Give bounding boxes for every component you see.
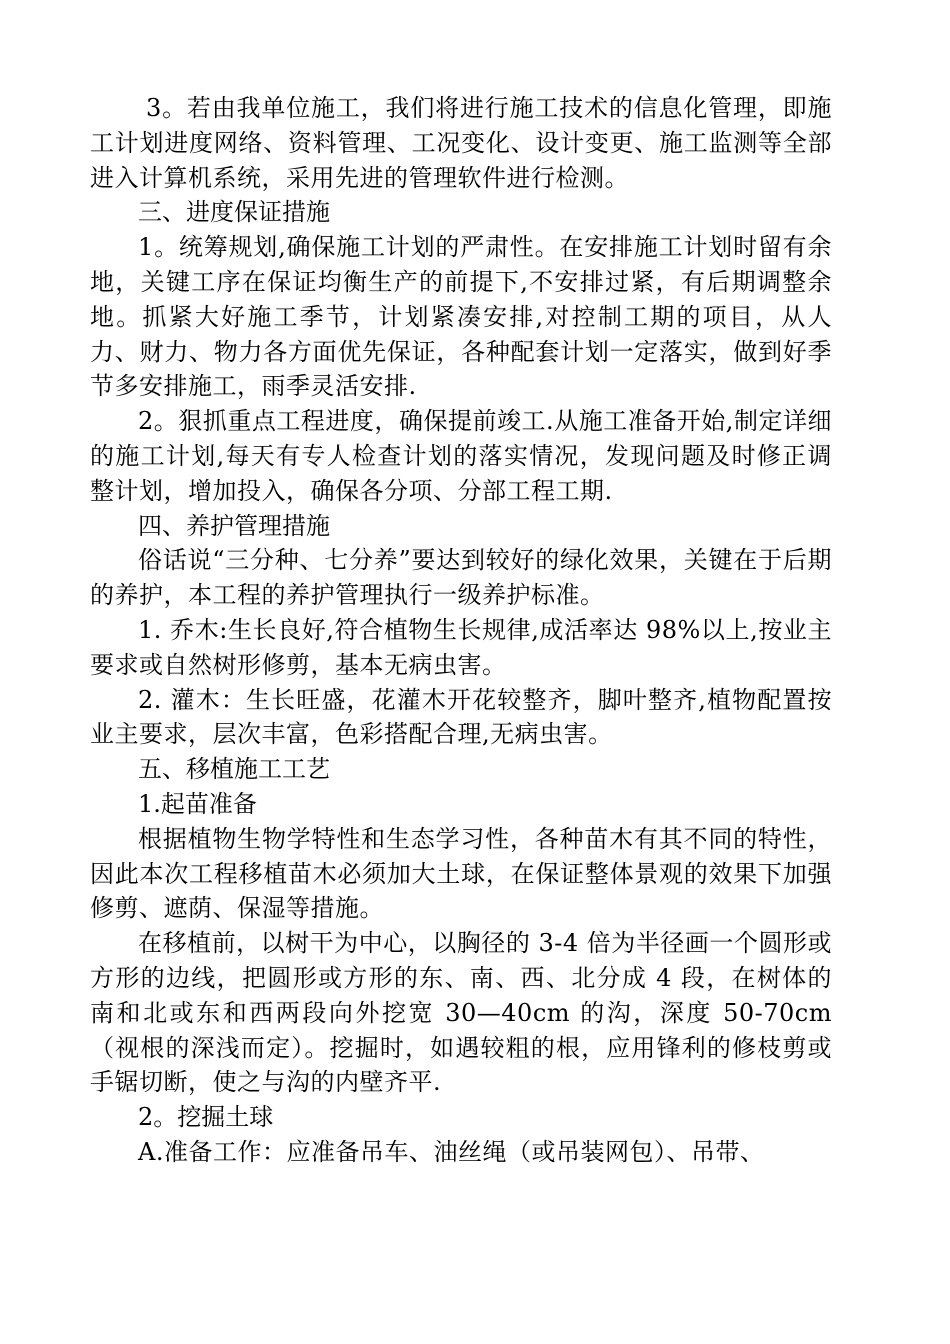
paragraph-before-transplant: 在移植前，以树干为中心，以胸径的 3-4 倍为半径画一个圆形或方形的边线，把圆形或方形的东、南、西、北分成 4 段，在树体的南和北或东和西两段向外挖宽 30—40cm 的沟，深度 50-70cm（视根的深浅而定）。挖掘时，如遇较粗的根，应用锋利的修枝剪或手锯切断，使之与沟的内壁齐平. [90, 929, 832, 1097]
heading-dig-soil-ball: 2。挖掘土球 [138, 1103, 274, 1132]
heading-schedule-measures: 三、进度保证措施 [138, 198, 330, 227]
heading-maintenance-measures: 四、养护管理措施 [138, 511, 330, 540]
paragraph-trees: 1. 乔木:生长良好,符合植物生长规律,成活率达 98%以上,按业主要求或自然树形修剪，基本无病虫害。 [90, 615, 832, 679]
paragraph-shrubs: 2. 灌木：生长旺盛，花灌木开花较整齐，脚叶整齐,植物配置按业主要求，层次丰富，色彩搭配合理,无病虫害。 [90, 685, 832, 749]
paragraph-key-progress: 2。狠抓重点工程进度，确保提前竣工.从施工准备开始,制定详细的施工计划,每天有专人检查计划的落实情况，发现问题及时修正调整计划，增加投入，确保各分项、分部工程工期. [90, 407, 832, 505]
paragraph-info-management: 3。若由我单位施工，我们将进行施工技术的信息化管理，即施工计划进度网络、资料管理、工况变化、设计变更、施工监测等全部进入计算机系统，采用先进的管理软件进行检测。 [90, 94, 832, 192]
document-page [90, 91, 832, 1170]
heading-transplant-process: 五、移植施工工艺 [138, 755, 330, 784]
paragraph-plant-traits: 根据植物生物学特性和生态学习性，各种苗木有其不同的特性，因此本次工程移植苗木必须加大土球，在保证整体景观的效果下加强修剪、遮荫、保湿等措施。 [90, 824, 832, 923]
paragraph-preparation: A.准备工作：应准备吊车、油丝绳（或吊装网包）、吊带、 [138, 1137, 765, 1166]
paragraph-planning: 1。统筹规划,确保施工计划的严肃性。在安排施工计划时留有余地，关键工序在保证均衡生产的前提下,不安排过紧，有后期调整余地。抓紧大好施工季节，计划紧凑安排,对控制工期的项目，从人力、财力、物力各方面优先保证，各种配套计划一定落实，做到好季节多安排施工，雨季灵活安排. [90, 233, 832, 401]
heading-seedling-prep: 1.起苗准备 [138, 789, 257, 818]
paragraph-proverb: 俗话说“三分种、七分养”要达到较好的绿化效果，关键在于后期的养护，本工程的养护管理执行一级养护标准。 [90, 546, 832, 610]
